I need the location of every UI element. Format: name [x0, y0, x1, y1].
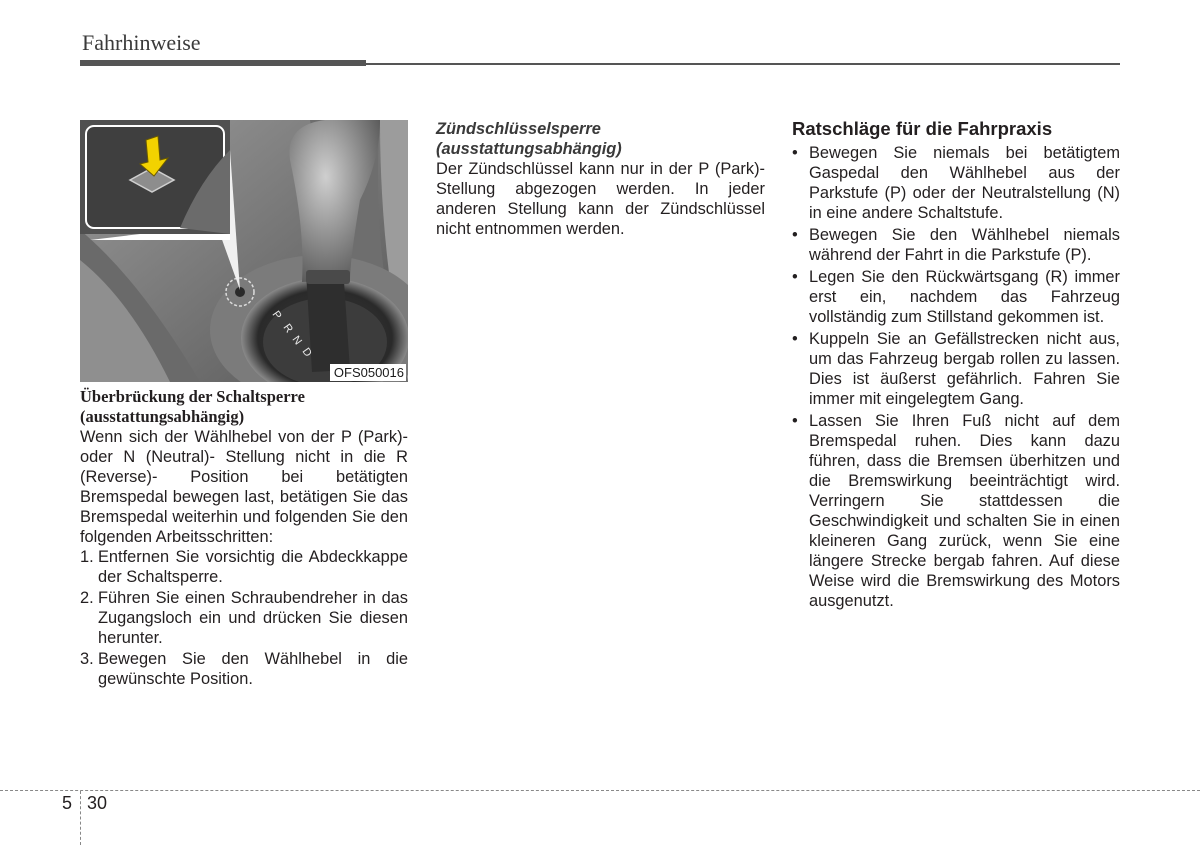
bullet-icon: • [792, 412, 798, 430]
step-item [80, 547, 408, 587]
list-item [792, 225, 1120, 265]
step-number: 2. [80, 589, 94, 607]
footer-dashed-rule [0, 790, 1200, 791]
footer-dashed-divider [80, 791, 81, 845]
list-item-text: Lassen Sie Ihren Fuß nicht auf dem Bremspedal ruhen. Dies kann dazu führen, dass die Bremsen überhitzen und die Bremswirkung beeinträchtigt wird. Verringern Sie stattdessen die Geschwindigkeit und schalten Sie in einen kleineren Gang zurück, wenn Sie eine längere Strecke bergab fahren. Auf diese Weise wird die Bremswirkung des Motors ausgenutzt. [809, 412, 1120, 610]
page-header-title: Fahrhinweise [82, 30, 201, 55]
chapter-number: 5 [62, 793, 73, 813]
step-text: Bewegen Sie den Wählhebel in die gewünschte Position. [98, 650, 408, 688]
bullet-icon: • [792, 330, 798, 348]
list-item [792, 411, 1120, 611]
step-number: 3. [80, 650, 94, 668]
bullet-icon: • [792, 144, 798, 162]
step-item [80, 588, 408, 648]
shift-letter-p: P [269, 308, 284, 322]
left-column [80, 120, 408, 690]
bullet-icon: • [792, 268, 798, 286]
ignition-key-lock-heading [436, 119, 765, 159]
page-number: 30 [87, 793, 108, 813]
shift-lock-release-heading-line: Überbrückung der Schaltsperre [80, 387, 305, 406]
shift-lock-release-steps [80, 547, 408, 689]
list-item [792, 143, 1120, 223]
driving-tips-heading: Ratschläge für die Fahrpraxis [792, 118, 1053, 139]
ignition-key-lock-heading-line: (ausstattungsabhängig) [436, 140, 622, 158]
header-rule-thick [80, 60, 366, 66]
list-item-text: Bewegen Sie den Wählhebel niemals während der Fahrt in die Parkstufe (P). [809, 226, 1120, 264]
header-rule-thin [366, 63, 1120, 65]
bullet-icon: • [792, 226, 798, 244]
step-text: Entfernen Sie vorsichtig die Abdeckkappe der Schaltsperre. [98, 548, 408, 586]
shift-letter-r: R [280, 321, 295, 336]
shift-lock-release-heading [80, 387, 408, 427]
list-item [792, 267, 1120, 327]
shift-letter-d: D [299, 345, 314, 360]
ignition-key-lock-heading-line: Zündschlüsselsperre [436, 120, 601, 138]
shift-letter-n: N [289, 333, 304, 348]
list-item [792, 329, 1120, 409]
shift-lever-drawing [80, 120, 408, 382]
shift-lever-illustration [80, 120, 408, 382]
step-item [80, 649, 408, 689]
list-item-text: Legen Sie den Rückwärtsgang (R) immer erst ein, nachdem das Fahrzeug vollständig zum Stillstand gekommen ist. [809, 268, 1120, 326]
list-item-text: Bewegen Sie niemals bei betätigtem Gaspedal den Wählhebel aus der Parkstufe (P) oder der Neutralstellung (N) in eine andere Schaltstufe. [809, 144, 1120, 222]
right-column [792, 118, 1120, 613]
driving-tips-list [792, 143, 1120, 611]
figure-code: OFS050016 [330, 364, 406, 381]
ignition-key-lock-paragraph: Der Zündschlüssel kann nur in der P (Park)- Stellung abgezogen werden. In jeder anderen Stellung kann der Zündschlüssel nicht entnommen werden. [436, 160, 765, 238]
shift-lock-release-paragraph: Wenn sich der Wählhebel von der P (Park)- oder N (Neutral)- Stellung nicht in die R (Reverse)- Position bei betätigten Bremspedal bewegen last, betätigen Sie das Bremspedal weiterhin und folgenden Sie den folgenden Arbeitsschritten: [80, 428, 408, 546]
step-text: Führen Sie einen Schraubendreher in das Zugangsloch ein und drücken Sie diesen herunter. [98, 589, 408, 647]
list-item-text: Kuppeln Sie an Gefällstrecken nicht aus, um das Fahrzeug bergab rollen zu lassen. Dies ist äußerst gefährlich. Fahren Sie immer mit eingelegtem Gang. [809, 330, 1120, 408]
step-number: 1. [80, 548, 94, 566]
shift-lock-release-heading-line: (ausstattungsabhängig) [80, 407, 245, 426]
middle-column [436, 119, 765, 239]
